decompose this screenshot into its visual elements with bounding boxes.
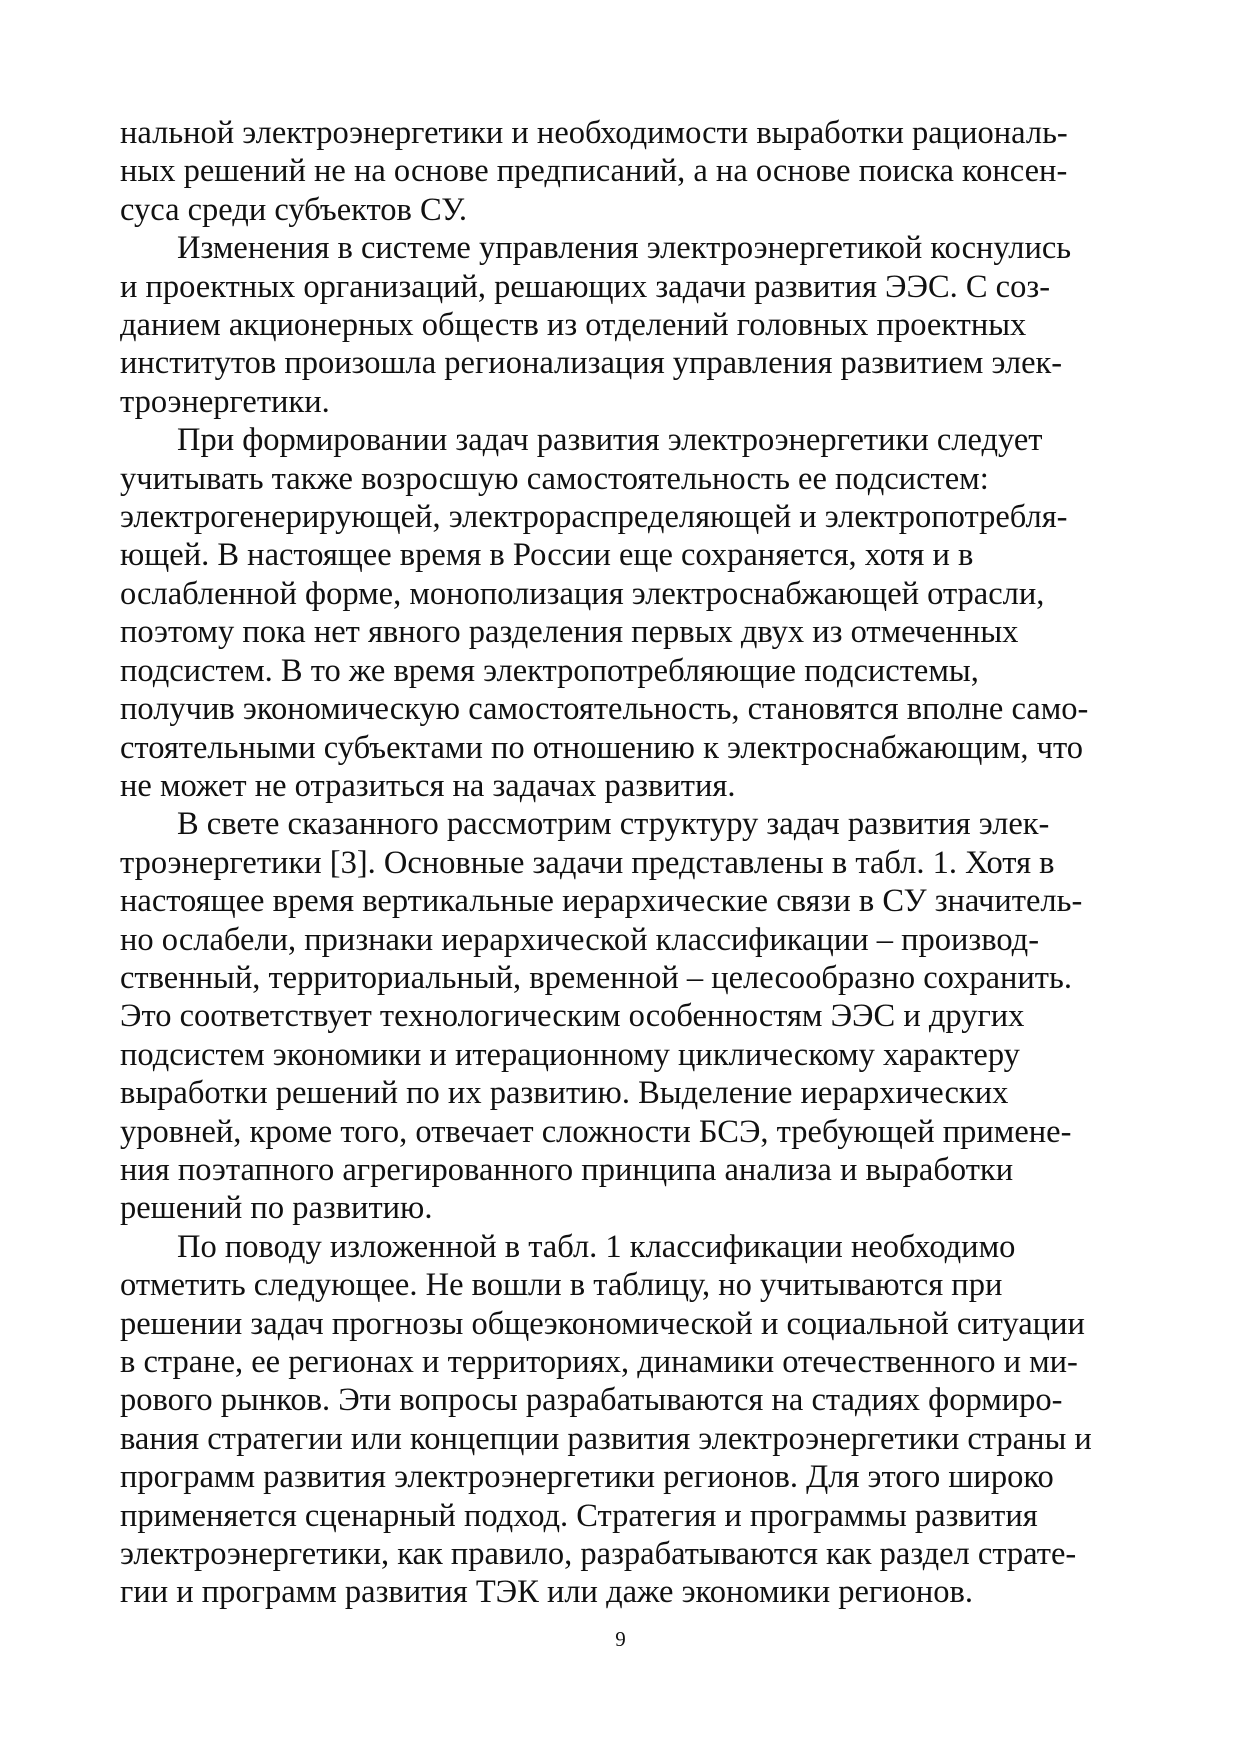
paragraph-5: По поводу изложенной в табл. 1 классификации необходимо отметить следующее. Не вошли в таблицу, но учитываются при решении задач прогнозы общеэкономической и социальной ситуации в стране, ее регионах и территориях, динамики отечественного и ми- рового рынков. Эти вопросы разрабатываются на стадиях формиро- вания стратегии или концепции развития электроэнергетики страны и программ развития электроэнергетики регионов. Для этого широко применяется сценарный подход. Стратегия и программы развития электроэнергетики, как правило, разрабатываются как раздел страте- гии и программ развития ТЭК или даже экономики регионов.: [120, 1228, 1092, 1611]
paragraph-4: В свете сказанного рассмотрим структуру задач развития элек- троэнергетики [3]. Основные задачи представлены в табл. 1. Хотя в настоящее время вертикальные иерархические связи в СУ значитель- но ослабели, признаки иерархической классификации – производ- ственный, территориальный, временной – целесообразно сохранить. Это соответствует технологическим особенностям ЭЭС и других подсистем экономики и итерационному циклическому характеру выработки решений по их развитию. Выделение иерархических уровней, кроме того, отвечает сложности БСЭ, требующей примене- ния поэтапного агрегированного принципа анализа и выработки решений по развитию.: [120, 806, 1083, 1227]
paragraph-2: Изменения в системе управления электроэнергетикой коснулись и проектных организаций, решающих задачи развития ЭЭС. С соз- данием акционерных обществ из отделений головных проектных институтов произошла регионализация управления развитием элек- троэнергетики.: [120, 230, 1072, 420]
body-text: [120, 114, 1124, 1612]
paragraph-3: При формировании задач развития электроэнергетики следует учитывать также возросшую самостоятельность ее подсистем: электрогенерирующей, электрораспределяющей и электропотребля- ющей. В настоящее время в России еще сохраняется, хотя и в ослабленной форме, монополизация электроснабжающей отрасли, поэтому пока нет явного разделения первых двух из отмеченных подсистем. В то же время электропотребляющие подсистемы, получив экономическую самостоятельность, становятся вполне само- стоятельными субъектами по отношению к электроснабжающим, что не может не отразиться на задачах развития.: [120, 422, 1089, 804]
page-number: 9: [615, 1627, 626, 1651]
paragraph-1: нальной электроэнергетики и необходимости выработки рациональ- ных решений не на основе предписаний, а на основе поиска консен- суса среди субъектов СУ.: [120, 115, 1068, 228]
